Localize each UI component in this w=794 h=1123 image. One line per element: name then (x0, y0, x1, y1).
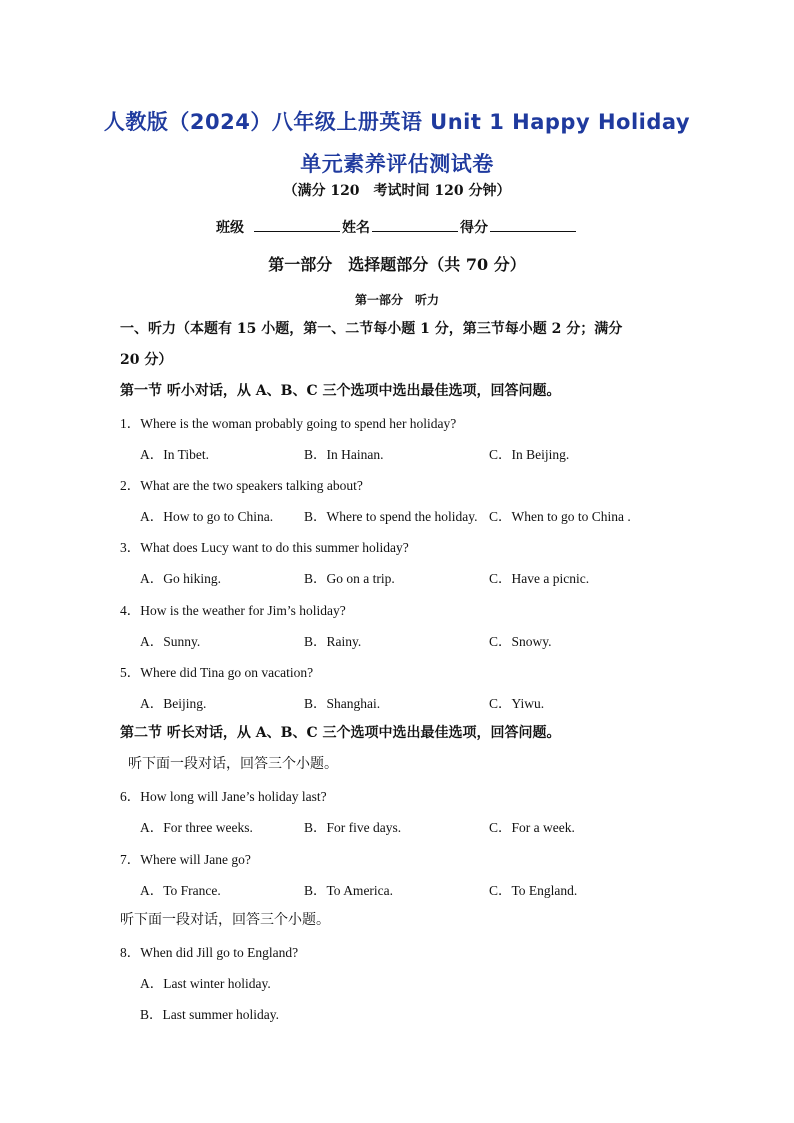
option-b[interactable]: B．For five days. (304, 820, 402, 835)
student-info-line (0, 217, 794, 237)
option-a[interactable]: A．In Tibet. (140, 447, 210, 462)
question-options (140, 630, 700, 650)
question-options (140, 879, 700, 899)
question-stem: 1．Where is the woman probably going to spend her holiday? (120, 416, 457, 431)
option-a[interactable]: A．How to go to China. (140, 509, 274, 524)
exam-subtitle: （满分 120 考试时间 120 分钟） (283, 183, 511, 199)
listening-instruction: 听下面一段对话，回答三个小题。 (120, 912, 330, 928)
class-blank[interactable] (254, 217, 340, 232)
option-b[interactable]: B．Rainy. (304, 634, 362, 649)
question-options (140, 443, 700, 463)
question-options (140, 692, 700, 712)
option-c[interactable]: C．Snowy. (489, 634, 552, 649)
option-b[interactable]: B．Last summer holiday. (140, 1007, 279, 1022)
option-a[interactable]: A．For three weeks. (140, 820, 253, 835)
option-a[interactable]: A．To France. (140, 883, 221, 898)
option-b[interactable]: B．Shanghai. (304, 696, 381, 711)
exam-title: 人教版（2024）八年级上册英语 Unit 1 Happy Holiday (103, 110, 691, 134)
option-a[interactable]: A．Beijing. (140, 696, 207, 711)
sub-part-title: 第一部分 听力 (354, 293, 439, 307)
question-stem: 7．Where will Jane go? (120, 852, 251, 867)
option-b[interactable]: B．Where to spend the holiday. (304, 509, 478, 524)
listening-instruction: 听下面一段对话，回答三个小题。 (128, 756, 338, 772)
option-a[interactable]: A．Sunny. (140, 634, 201, 649)
question-stem: 6．How long will Jane’s holiday last? (120, 789, 327, 804)
option-a[interactable]: A．Last winter holiday. (140, 976, 271, 991)
question-options (140, 816, 700, 836)
question-options (140, 505, 700, 525)
class-label: 班级 (216, 220, 244, 236)
section-one-line1: 一、听力（本题有 15 小题，第一、二节每小题 1 分，第三节每小题 2 分；满分 (120, 321, 623, 337)
option-c[interactable]: C．Yiwu. (489, 696, 545, 711)
question-stem: 5．Where did Tina go on vacation? (120, 665, 314, 680)
question-options (140, 567, 700, 587)
name-label: 姓名 (342, 220, 370, 236)
question-stem: 8．When did Jill go to England? (120, 945, 299, 960)
score-label: 得分 (460, 220, 488, 236)
option-b[interactable]: B．Go on a trip. (304, 571, 395, 586)
option-a[interactable]: A．Go hiking. (140, 571, 221, 586)
question-stem: 3．What does Lucy want to do this summer holiday? (120, 540, 409, 555)
option-c[interactable]: C．In Beijing. (489, 447, 570, 462)
segment1-heading: 第一节 听小对话，从 A、B、C 三个选项中选出最佳选项，回答问题。 (120, 383, 561, 399)
question-stem: 2．What are the two speakers talking about? (120, 478, 363, 493)
part-title: 第一部分 选择题部分（共 70 分） (268, 255, 526, 274)
option-c[interactable]: C．Have a picnic. (489, 571, 590, 586)
exam-title-line2: 单元素养评估测试卷 (300, 152, 494, 176)
question-stem: 4．How is the weather for Jim’s holiday? (120, 603, 346, 618)
section-one-line2: 20 分） (120, 352, 173, 368)
option-c[interactable]: C．When to go to China . (489, 509, 631, 524)
option-c[interactable]: C．For a week. (489, 820, 575, 835)
name-blank[interactable] (372, 217, 458, 232)
score-blank[interactable] (490, 217, 576, 232)
option-b[interactable]: B．In Hainan. (304, 447, 384, 462)
segment2-heading: 第二节 听长对话，从 A、B、C 三个选项中选出最佳选项，回答问题。 (120, 725, 561, 741)
option-c[interactable]: C．To England. (489, 883, 578, 898)
option-b[interactable]: B．To America. (304, 883, 394, 898)
